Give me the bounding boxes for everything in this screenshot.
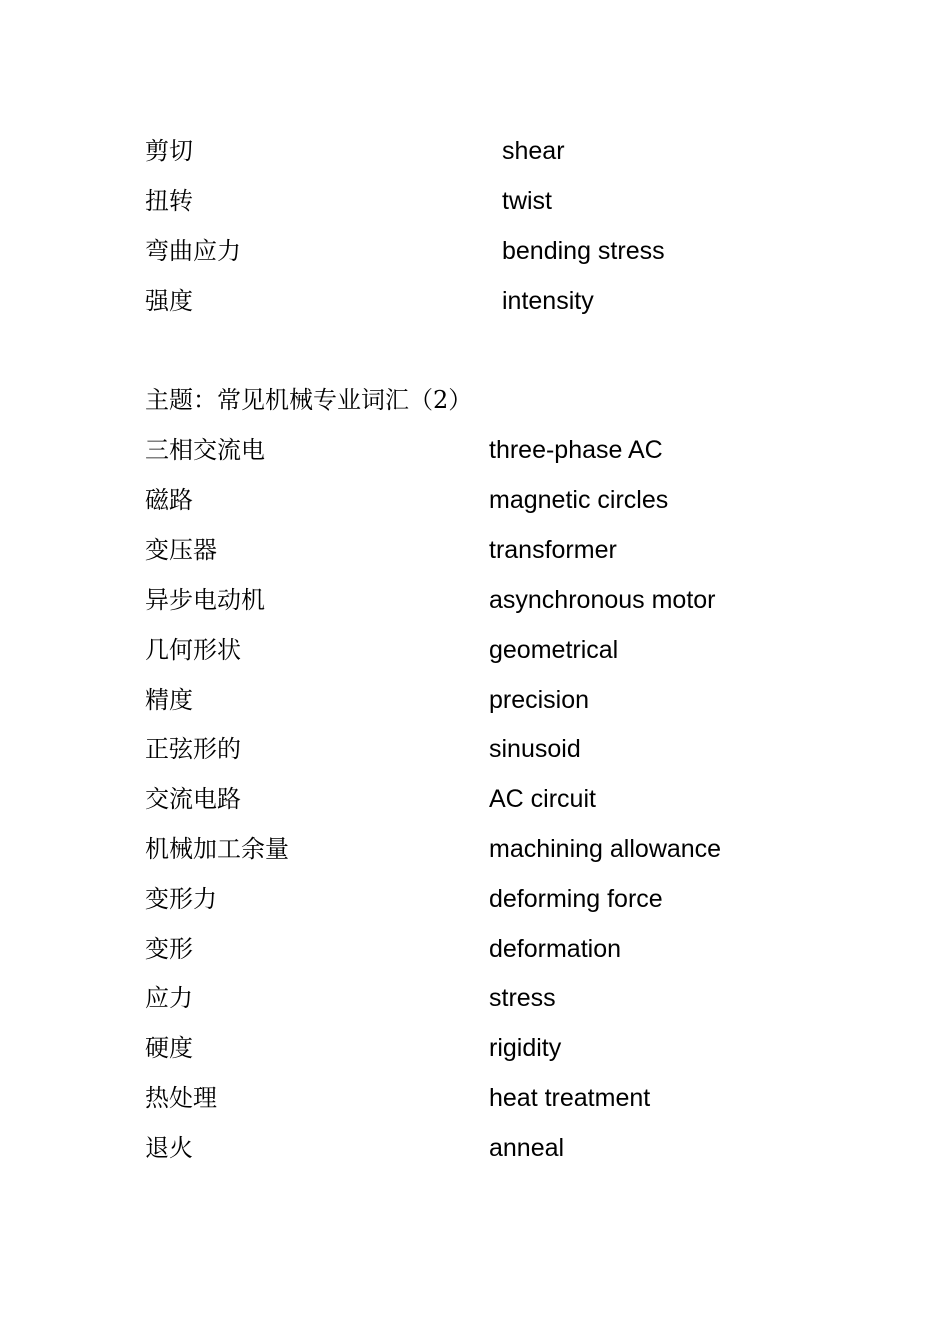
chinese-term: 几何形状 <box>145 636 241 664</box>
english-term: three-phase AC <box>489 436 663 464</box>
chinese-term: 精度 <box>145 686 193 714</box>
vocab-row <box>145 729 845 769</box>
chinese-term: 机械加工余量 <box>145 835 289 863</box>
vocab-row <box>145 680 845 720</box>
chinese-term: 正弦形的 <box>145 735 241 763</box>
vocab-row <box>145 1028 845 1068</box>
english-term: sinusoid <box>489 735 581 763</box>
english-term: rigidity <box>489 1034 562 1062</box>
chinese-term: 退火 <box>145 1134 193 1162</box>
chinese-term: 磁路 <box>145 486 193 514</box>
vocab-row <box>145 978 845 1018</box>
english-term: deformation <box>489 935 622 963</box>
english-term: shear <box>502 137 565 165</box>
vocab-row <box>145 1078 845 1118</box>
english-term: machining allowance <box>489 835 722 863</box>
vocab-row <box>145 480 845 520</box>
english-term: geometrical <box>489 636 619 664</box>
chinese-term: 变形力 <box>145 885 217 913</box>
vocab-row <box>145 530 845 570</box>
chinese-term: 应力 <box>145 984 193 1012</box>
vocab-row <box>145 1128 845 1168</box>
english-term: twist <box>502 187 552 215</box>
english-term: heat treatment <box>489 1084 651 1112</box>
english-term: magnetic circles <box>489 486 669 514</box>
vocab-row-bending-stress <box>145 231 845 271</box>
vocab-row-shear <box>145 131 845 171</box>
vocab-row <box>145 779 845 819</box>
chinese-term: 热处理 <box>145 1084 217 1112</box>
chinese-term: 硬度 <box>145 1034 193 1062</box>
chinese-term: 变压器 <box>145 536 217 564</box>
english-term: AC circuit <box>489 785 596 813</box>
chinese-term: 变形 <box>145 935 193 963</box>
vocab-row <box>145 879 845 919</box>
vocab-row <box>145 630 845 670</box>
english-term: asynchronous motor <box>489 586 716 614</box>
vocab-row <box>145 430 845 470</box>
english-term: bending stress <box>502 237 665 265</box>
english-term: transformer <box>489 536 617 564</box>
chinese-term: 交流电路 <box>145 785 241 813</box>
vocab-row <box>145 929 845 969</box>
vocab-row-intensity <box>145 281 845 321</box>
english-term: deforming force <box>489 885 663 913</box>
chinese-term: 强度 <box>145 287 193 315</box>
chinese-term: 异步电动机 <box>145 586 265 614</box>
chinese-term: 三相交流电 <box>145 436 265 464</box>
chinese-term: 弯曲应力 <box>145 237 241 265</box>
english-term: stress <box>489 984 556 1012</box>
section-heading: 主题：常见机械专业词汇（2） <box>145 386 473 414</box>
vocab-row <box>145 580 845 620</box>
vocab-row <box>145 829 845 869</box>
chinese-term: 剪切 <box>145 137 193 165</box>
english-term: intensity <box>502 287 594 315</box>
chinese-term: 扭转 <box>145 187 193 215</box>
english-term: anneal <box>489 1134 565 1162</box>
english-term: precision <box>489 686 590 714</box>
vocab-row-twist <box>145 181 845 221</box>
